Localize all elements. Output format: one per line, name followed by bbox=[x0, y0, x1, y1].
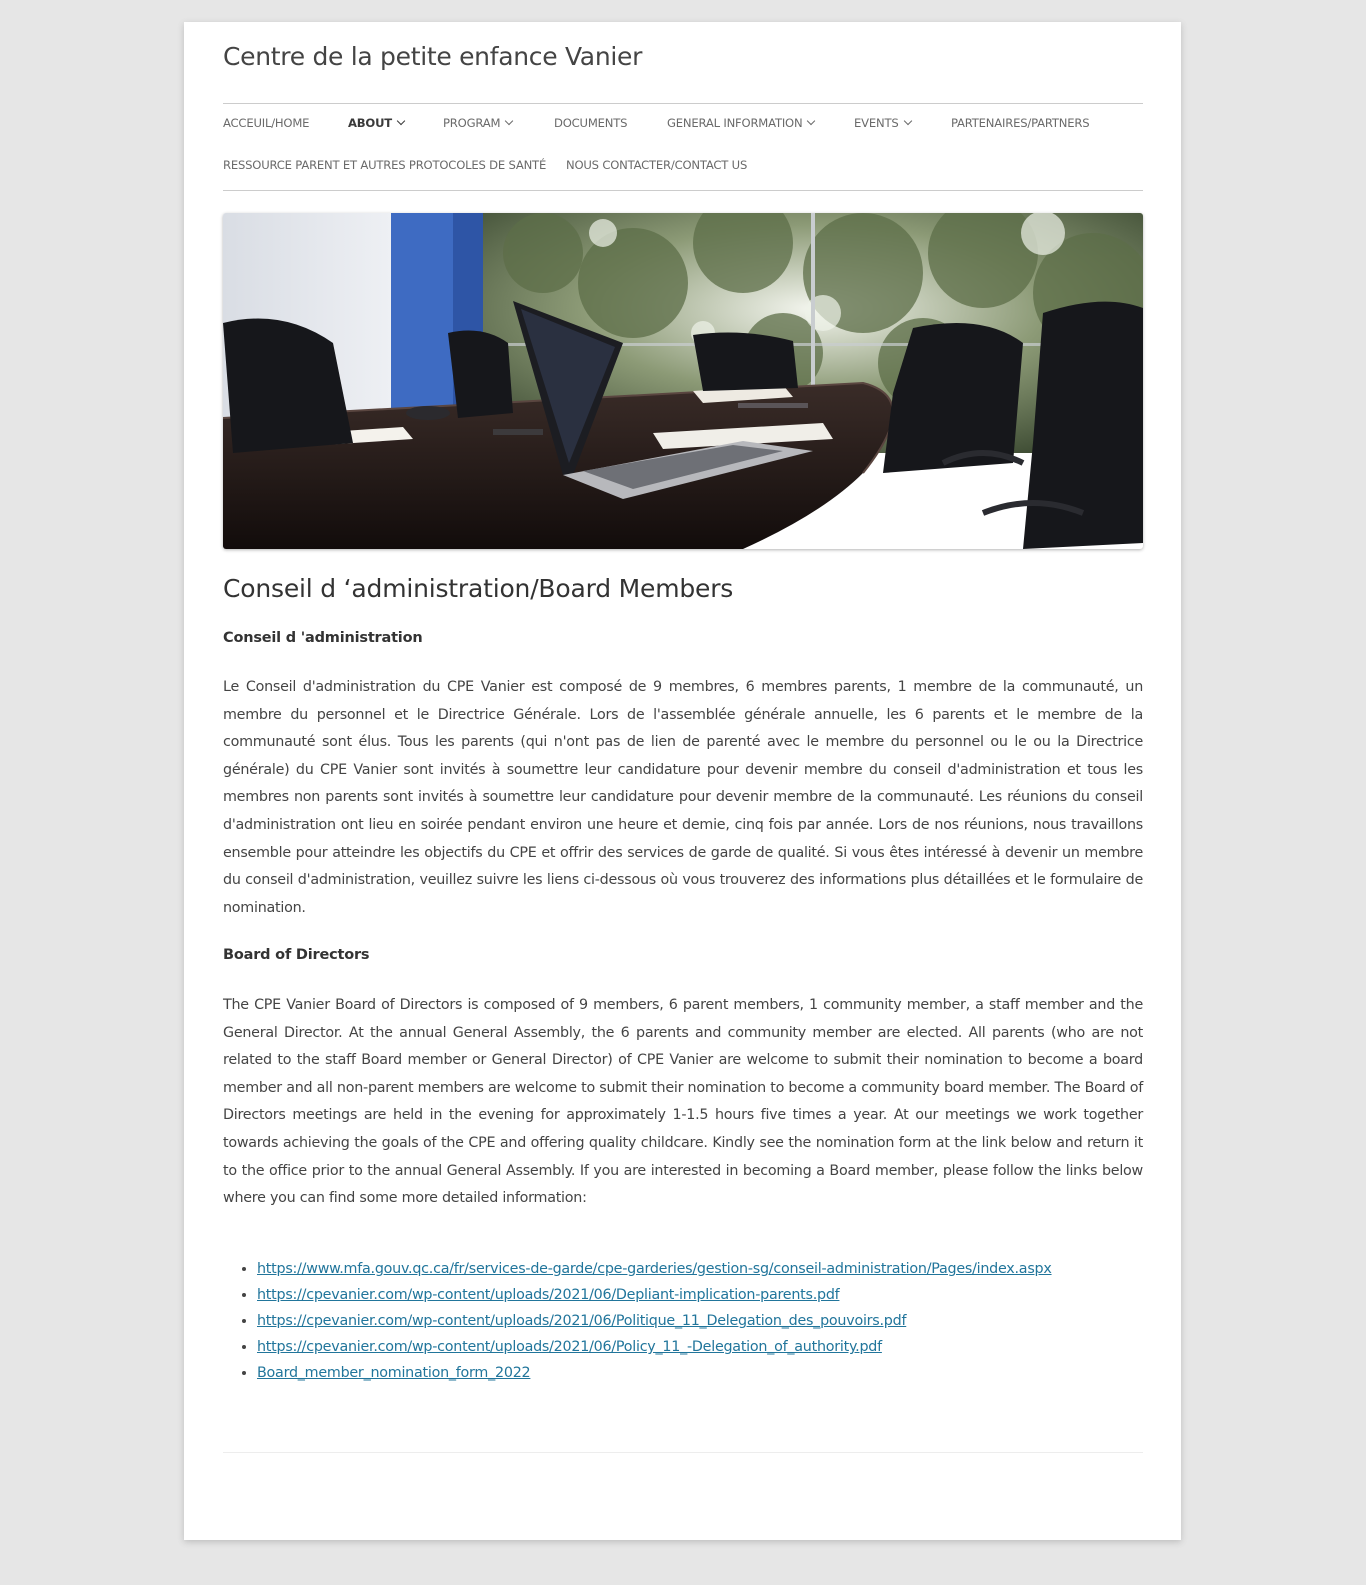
nav-item-contact[interactable] bbox=[566, 158, 747, 172]
main-navigation bbox=[223, 103, 1143, 191]
nav-item-label: PARTENAIRES/PARTNERS bbox=[951, 116, 1090, 130]
paragraph-english: The CPE Vanier Board of Directors is composed of 9 members, 6 parent members, 1 community member, a staff member and the General Director. At the annual General Assembly, the 6 parents and community member are elected. All parents (who are not related to the staff Board member or General Director) of CPE Vanier are welcome to submit their nomination to become a board member and all non-parent members are welcome to submit their nomination to become a community board member. The Board of Directors meetings are held in the evening for approximately 1-1.5 hours five times a year. At our meetings we work together towards achieving the goals of the CPE and offering quality childcare. Kindly see the nomination form at the link below and return it to the office prior to the annual General Assembly. If you are interested in becoming a Board member, please follow the links below where you can find some more detailed information: bbox=[223, 997, 1143, 1207]
list-item bbox=[257, 1308, 1052, 1334]
chevron-down-icon bbox=[397, 117, 405, 125]
section-heading-english: Board of Directors bbox=[223, 947, 370, 963]
nav-item-label: NOUS CONTACTER/CONTACT US bbox=[566, 158, 748, 172]
nav-item-partners[interactable] bbox=[951, 116, 1089, 130]
nav-item-label: EVENTS bbox=[854, 116, 899, 130]
footer-divider bbox=[223, 1452, 1143, 1453]
chevron-down-icon bbox=[505, 117, 513, 125]
site-title[interactable]: Centre de la petite enfance Vanier bbox=[223, 42, 643, 71]
chevron-down-icon bbox=[807, 117, 815, 125]
nav-item-about[interactable] bbox=[348, 116, 404, 130]
page-container bbox=[184, 22, 1181, 1540]
link-nomination-form[interactable]: Board_member_nomination_form_2022 bbox=[257, 1365, 531, 1381]
nav-item-label: ABOUT bbox=[348, 116, 392, 130]
link-mfa-conseil-administration[interactable]: https://www.mfa.gouv.qc.ca/fr/services-de-garde/cpe-garderies/gestion-sg/conseil-administration/Pages/index.aspx bbox=[257, 1261, 1052, 1277]
paragraph-french: Le Conseil d'administration du CPE Vanier est composé de 9 membres, 6 membres parents, 1 membre de la communauté, un membre du personnel et le Directrice Générale. Lors de l'assemblée générale annuelle, les 6 parents et le membre de la communauté sont élus. Tous les parents (qui n'ont pas de lien de parenté avec le membre du personnel ou le ou la Directrice générale) du CPE Vanier sont invités à soumettre leur candidature pour devenir membre du conseil d'administration et tous les membres non parents sont invités à soumettre leur candidature pour devenir membre de la communauté. Les réunions du conseil d'administration ont lieu en soirée pendant environ une heure et demie, cinq fois par année. Lors de nos réunions, nous travaillons ensemble pour atteindre les objectifs du CPE et offrir des services de garde de qualité. Si vous êtes intéressé à devenir un membre du conseil d'administration, veuillez suivre les liens ci-dessous où vous trouverez des informations plus détaillées et le formulaire de nomination. bbox=[223, 679, 1143, 916]
nav-item-program[interactable] bbox=[443, 116, 512, 130]
nav-item-documents[interactable] bbox=[554, 116, 627, 130]
nav-item-label: RESSOURCE PARENT ET AUTRES PROTOCOLES DE SANTÉ bbox=[223, 158, 547, 172]
page-title: Conseil d ‘administration/Board Members bbox=[223, 574, 734, 603]
section-heading-french: Conseil d 'administration bbox=[223, 630, 423, 646]
nav-item-home[interactable] bbox=[223, 116, 309, 130]
link-policy-delegation-authority[interactable]: https://cpevanier.com/wp-content/uploads/2021/06/Policy_11_-Delegation_of_authority.pdf bbox=[257, 1339, 882, 1355]
list-item bbox=[257, 1360, 1052, 1386]
boardroom-illustration bbox=[223, 213, 1143, 549]
links-list bbox=[223, 1256, 1052, 1386]
nav-item-parent-resources[interactable] bbox=[223, 158, 546, 172]
nav-item-events[interactable] bbox=[854, 116, 911, 130]
nav-item-label: GENERAL INFORMATION bbox=[667, 116, 803, 130]
nav-item-general-information[interactable] bbox=[667, 116, 814, 130]
nav-item-label: ACCEUIL/HOME bbox=[223, 116, 310, 130]
link-depliant-implication-parents[interactable]: https://cpevanier.com/wp-content/uploads/2021/06/Depliant-implication-parents.pdf bbox=[257, 1287, 840, 1303]
link-politique-delegation-pouvoirs[interactable]: https://cpevanier.com/wp-content/uploads/2021/06/Politique_11_Delegation_des_pouvoirs.pdf bbox=[257, 1313, 907, 1329]
list-item bbox=[257, 1282, 1052, 1308]
header-image bbox=[223, 213, 1143, 549]
chevron-down-icon bbox=[903, 117, 911, 125]
list-item bbox=[257, 1334, 1052, 1360]
nav-item-label: DOCUMENTS bbox=[554, 116, 628, 130]
list-item bbox=[257, 1256, 1052, 1282]
nav-item-label: PROGRAM bbox=[443, 116, 501, 130]
